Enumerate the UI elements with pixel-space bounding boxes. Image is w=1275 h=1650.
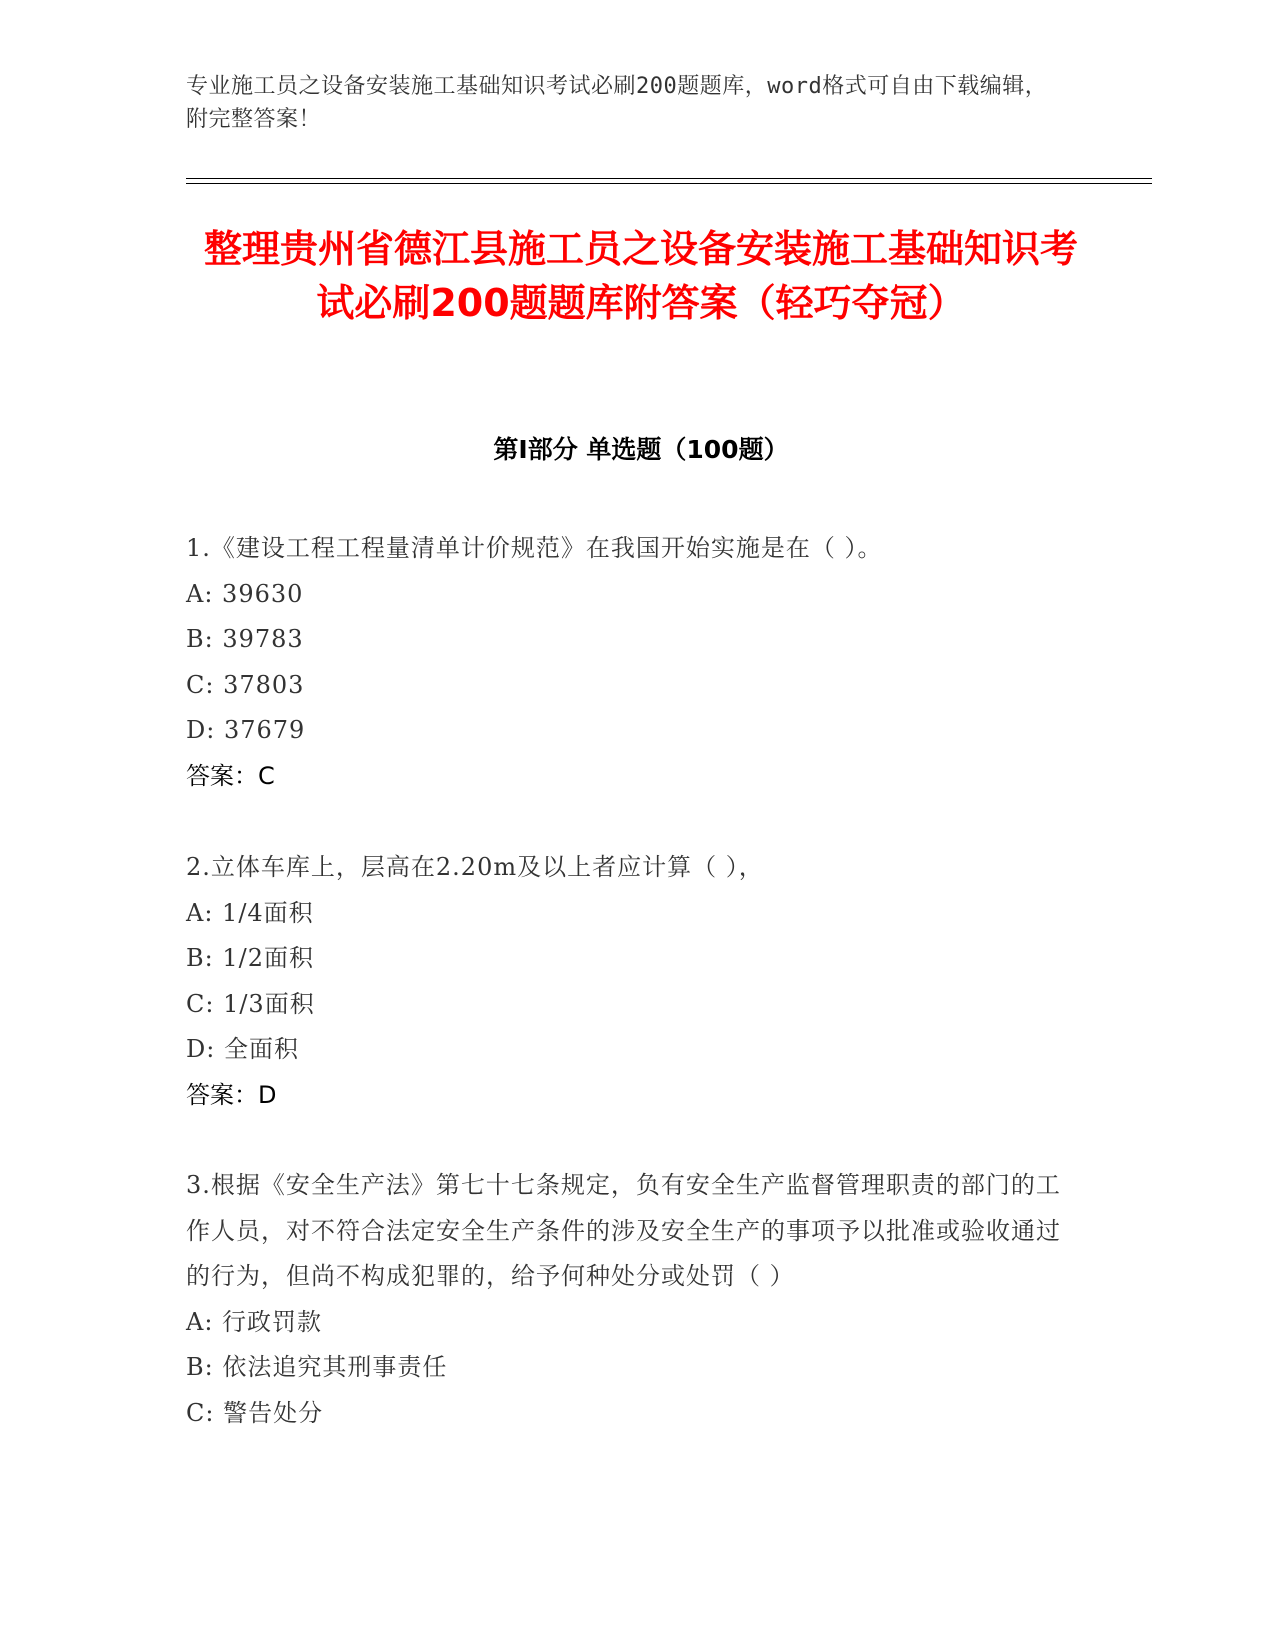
option-d: D: 全面积: [186, 1035, 299, 1063]
option-b: B: 39783: [186, 625, 304, 653]
answer: 答案：C: [186, 761, 275, 790]
option-b: B: 1/2面积: [186, 944, 314, 972]
header-note: 专业施工员之设备安装施工基础知识考试必刷200题题库，word格式可自由下载编辑，附完整答案！: [186, 74, 1048, 132]
option-a: A: 1/4面积: [186, 898, 314, 927]
question-stem: 3.根据《安全生产法》第七十七条规定，负有安全生产监督管理职责的部门的工作人员，对不符合法定安全生产条件的涉及安全生产的事项予以批准或验收通过的行为，但尚不构成犯罪的，给予何种处分或处罚（ ）: [186, 1171, 1061, 1290]
header-divider-line: [186, 178, 1152, 179]
question-3: [186, 1163, 1066, 1436]
section-title: 第Ⅰ部分 单选题（100题）: [493, 435, 789, 464]
document-title: 整理贵州省德江县施工员之设备安装施工基础知识考试必刷200题题库附答案（轻巧夺冠）: [203, 227, 1078, 325]
option-d: D: 37679: [186, 716, 306, 744]
header-divider-line-second: [186, 183, 1152, 184]
question-1: [186, 526, 1066, 799]
question-stem: 2.立体车库上，层高在2.20m及以上者应计算（ ），: [186, 853, 764, 881]
question-stem: 1.《建设工程工程量清单计价规范》在我国开始实施是在（ ）。: [186, 534, 883, 562]
option-a: A: 39630: [186, 579, 304, 608]
question-2: [186, 845, 1066, 1118]
answer: 答案：D: [186, 1080, 277, 1109]
option-c: C: 37803: [186, 670, 305, 699]
option-b: B: 依法追究其刑事责任: [186, 1353, 448, 1381]
option-c: C: 1/3面积: [186, 989, 315, 1018]
option-c: C: 警告处分: [186, 1398, 324, 1427]
option-a: A: 行政罚款: [186, 1307, 323, 1336]
